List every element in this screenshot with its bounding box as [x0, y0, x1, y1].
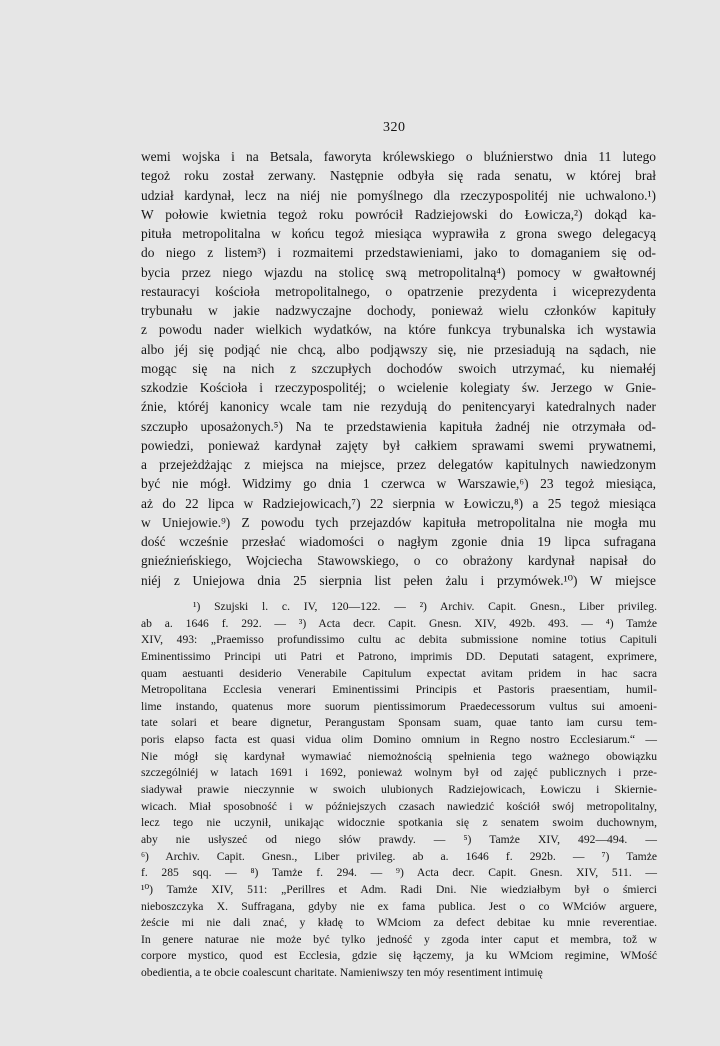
footnote-line: siadywał prawie nieczynnie w swoich ulubionych Radziejowicach, Łowiczu i Skiernie- [141, 783, 657, 797]
body-line: szkodzie Kościoła i rzeczypospolitéj; o wcielenie kolegiaty św. Jerzego w Gnie- [141, 380, 656, 395]
body-line: mogąc się na nich z szczupłych dochodów swoich utrzymać, ku niemałéj [141, 360, 656, 376]
footnote-line: poris elapso facta est quasi vidua olim Domino omnium in Regno nostro Ecclesiarum.“ — [141, 733, 657, 747]
footnote-line: f. 285 sqq. — ⁸) Tamże f. 294. — ⁹) Acta decr. Capit. Gnesn. XIV, 511. — [141, 866, 657, 880]
body-line: gnieźnieńskiego, Wojciecha Stawowskiego, o co obrażony kardynał napisał do [141, 553, 656, 569]
body-line: albo jéj się podjąć nie chcą, albo podjąwszy się, nie przesiadują na sądach, nie [141, 341, 656, 357]
footnote-line: ⁶) Archiv. Capit. Gnesn., Liber privileg. ab a. 1646 f. 292b. — ⁷) Tamże [141, 849, 657, 863]
footnote-line: aby nie usłyszeć od niego słów prawdy. — ⁵) Tamże XIV, 492—494. — [141, 832, 657, 846]
footnote-line: ¹) Szujski l. c. IV, 120—122. — ²) Archiv. Capit. Gnesn., Liber privileg. [193, 600, 657, 613]
body-line: bycia przez niego wjazdu na stolicę swą metropolitalną⁴) pomocy w gwałtownéj [141, 264, 656, 280]
footnote-line: corpore mystico, quod est Ecclesia, gdzie się łączemy, ja ku WMciom regimine, WMość [141, 949, 657, 963]
footnote-line: Metropolitana Ecclesia venerari Eminentissimi Principis et Pastoris praesentiam, humil- [141, 683, 657, 697]
footnote-line: żeście mi nie dali znać, y kładę to WMciom za defect debitae ku mnie reverentiae. [141, 916, 657, 930]
footnote-line: ¹⁰) Tamże XIV, 511: „Perillres et Adm. Radi Dni. Nie wiedziałbym był o śmierci [141, 882, 657, 896]
body-line: szczupło uposażonych.⁵) Na te przedstawienia kapituła żadnéj nie otrzymała od- [141, 418, 656, 434]
page-number: 320 [383, 120, 406, 135]
footnote-line: wicach. Miał sposobność i w późniejszych czasach nawiedzić kościół swój metropolitalny, [141, 799, 657, 813]
footnote-line: obedientia, a te obcie coalescunt charitate. Namieniwszy ten móy resentiment intimuię [141, 966, 543, 980]
footnote-line: szczególniéj w latach 1691 i 1692, ponieważ wolnym był od zajęć publicznych i prze- [141, 766, 657, 780]
footnote-line: tate solari et beare dignetur, Perangustam Sponsam suam, quae tanto iam cursu tem- [141, 716, 657, 730]
body-line: pituła metropolitalna w końcu tegoż miesiąca wyprawiła z grona swego delegacyą [141, 226, 656, 241]
footnote-line: lime instando, quatenus more suorum pientissimorum Praedecessorum vultus sui amoeni- [141, 699, 657, 713]
body-line: z powodu nader wielkich wydatków, na które funkcya trybunalska ich wystawia [141, 322, 656, 338]
body-line: wemi wojska i na Betsala, faworyta królewskiego o bluźnierstwo dnia 11 lutego [141, 149, 656, 164]
body-line: źnie, któréj kanonicy wcale tam nie rezydują do penitencyaryi katedralnych nader [141, 399, 656, 415]
body-line: dość wcześnie przesłać wiadomości o nagłym zgonie dnia 19 lipca sufragana [141, 534, 656, 549]
body-line: restauracyi kościoła metropolitalnego, o opatrzenie prezydenta i wiceprezydenta [141, 283, 656, 299]
footnote-line: nieboszczyka X. Suffragana, gdyby nie ex fama publica. Jest o co WMciów arguere, [141, 899, 657, 913]
body-line: w Uniejowie.⁹) Z powodu tych przejazdów kapituła metropolitalna nie mogła mu [141, 514, 656, 530]
footnote-line: quam aestuanti desiderio Venerabile Capitulum expectat avitam pridem in hac sacra [141, 666, 657, 680]
body-line: być nie mógł. Widzimy go dnia 1 czerwca w Warszawie,⁶) 23 tegoż miesiąca, [141, 476, 656, 492]
footnote-line: Nie mógł się kardynał wymawiać niemożnością spełnienia tego ważnego obowiązku [141, 749, 657, 763]
body-line: udział kardynał, lecz na niéj nie pomyślnego dla rzeczypospolitéj nie uchwalono.¹) [141, 187, 656, 203]
body-line: a przejeżdżając z miejsca na miejsce, przez delegatów kapitulnych nawiedzonym [141, 457, 656, 472]
body-line: trybunału w jakie nadzwyczajne dochody, ponieważ wielu członków kapituły [141, 303, 656, 318]
body-line: niéj z Uniejowa dnia 25 sierpnia list pełen żalu i przymówek.¹⁰) W miejsce [141, 572, 656, 588]
body-line: do niego z listem³) i rozmaitemi przedstawieniami, jako to domaganiem się od- [141, 245, 656, 261]
body-line: W połowie kwietnia tegoż roku powrócił Radziejowski do Łowicza,²) dokąd ka- [141, 206, 656, 222]
body-line: tegoż roku został zerwany. Następnie odbyła się rada senatu, w której brał [141, 168, 656, 184]
footnotes [141, 599, 657, 982]
footnote-line: Eminentissimo Principi uti Patri et Patrono, imprimis DD. Deputati satagent, exprimere, [141, 649, 657, 663]
footnote-line: XIV, 493: „Praemisso profundissimo cultu ac debita submissione nomine totius Capituli [141, 633, 657, 647]
body-line: powiedzi, ponieważ kardynał zajęty był całkiem sprawami swemi prywatnemi, [141, 437, 656, 453]
footnote-line: lecz tego nie uczynił, unikając widocznie spotkania się z senatem swoim duchownym, [141, 816, 657, 830]
body-line: aż do 22 lipca w Radziejowicach,⁷) 22 sierpnia w Łowiczu,⁸) a 25 tegoż miesiąca [141, 495, 656, 511]
body-text [141, 147, 656, 590]
footnote-line: In genere naturae nie może być tylko jedność y zgoda inter caput et membra, tož w [141, 932, 657, 946]
footnote-line: ab a. 1646 f. 292. — ³) Acta decr. Capit. Gnesn. XIV, 492b. 493. — ⁴) Tamże [141, 616, 657, 630]
